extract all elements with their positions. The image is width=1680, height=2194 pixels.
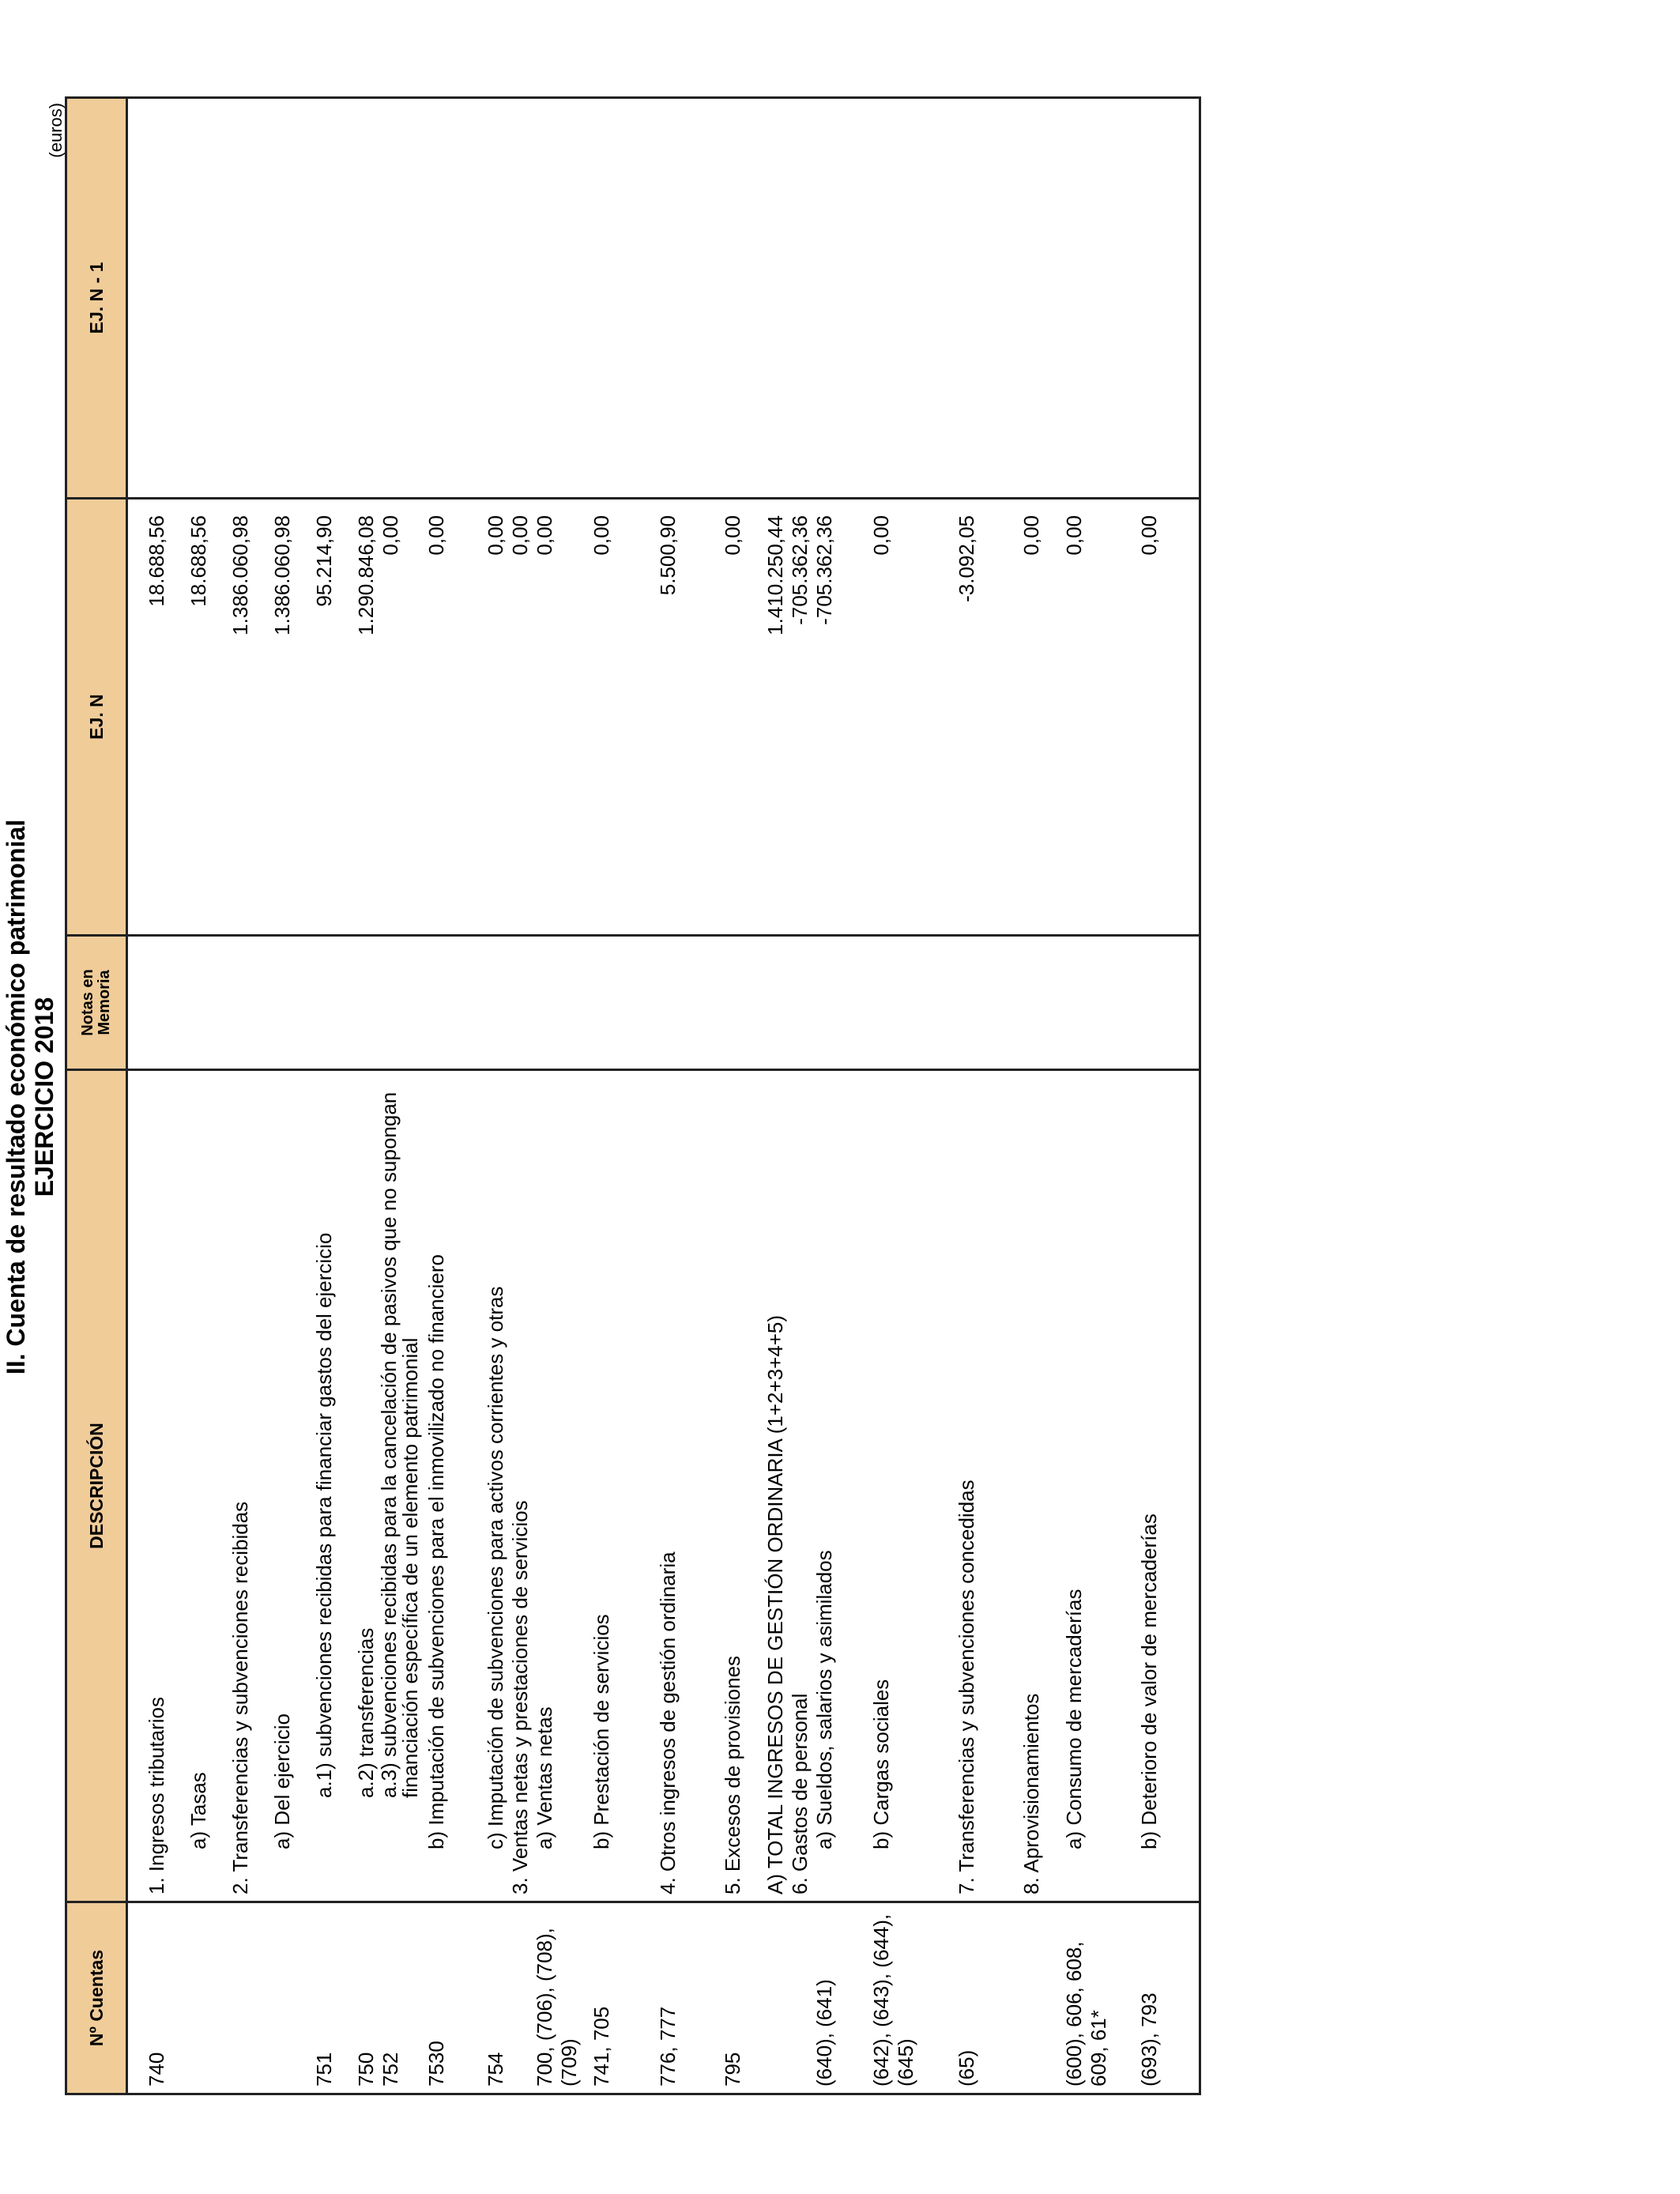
cell-ej-n: 0,00 [721,499,763,936]
cell-ej-n-1 [253,98,295,499]
cell-descripcion: c) Imputación de subvenciones para activos corrientes y otras [466,1070,508,1902]
table-row [211,98,253,2094]
cell-cuentas: (600), 606, 608, 609, 61* [1062,1902,1137,2094]
cell-descripcion: a) Del ejercicio [253,1070,295,1902]
cell-cuentas [211,1902,253,2094]
cell-ej-n-1 [869,98,955,499]
header-ej-n-1: EJ. N - 1 [66,98,127,499]
cell-descripcion: b) Cargas sociales [869,1070,955,1902]
cell-cuentas: 741, 705 [590,1902,656,2094]
cell-cuentas: 740 [127,1902,169,2094]
cell-ej-n-1 [295,98,337,499]
cell-cuentas: 750 [337,1902,379,2094]
cell-ej-n: 0,00 [869,499,955,936]
table-row [1062,98,1137,2094]
header-cuentas: Nº Cuentas [66,1902,127,2094]
cell-ej-n-1 [424,98,466,499]
cell-notas [337,936,379,1070]
cell-notas [169,936,211,1070]
cell-ej-n-1 [763,98,788,499]
table-header-row [66,98,127,2094]
table-row [656,98,721,2094]
cell-ej-n-1 [788,98,812,499]
cell-ej-n: -705.362,36 [812,499,869,936]
table-row [1137,98,1200,2094]
cell-descripcion: 3. Ventas netas y prestaciones de servicios [508,1070,533,1902]
cell-cuentas: 7530 [424,1902,466,2094]
cell-ej-n-1 [656,98,721,499]
cell-ej-n-1 [211,98,253,499]
cell-cuentas: 752 [379,1902,424,2094]
currency-unit: (euros) [46,103,66,158]
table-row [379,98,424,2094]
cell-ej-n: 0,00 [466,499,508,936]
cell-descripcion: 1. Ingresos tributarios [127,1070,169,1902]
cell-notas [424,936,466,1070]
cell-ej-n-1 [466,98,508,499]
cell-cuentas [1019,1902,1062,2094]
cell-ej-n-1 [533,98,590,499]
table-row [1019,98,1062,2094]
cell-ej-n: 0,00 [379,499,424,936]
cell-notas [955,936,1019,1070]
cell-ej-n: 0,00 [508,499,533,936]
cell-ej-n: 0,00 [424,499,466,936]
cell-ej-n: -3.092,05 [955,499,1019,936]
cell-ej-n-1 [379,98,424,499]
cell-ej-n: 0,00 [533,499,590,936]
cell-descripcion: 4. Otros ingresos de gestión ordinaria [656,1070,721,1902]
cell-cuentas: 776, 777 [656,1902,721,2094]
cell-notas [1062,936,1137,1070]
cell-descripcion: 8. Aprovisionamientos [1019,1070,1062,1902]
header-ej-n: EJ. N [66,499,127,936]
table-row [955,98,1019,2094]
cell-descripcion: 7. Transferencias y subvenciones concedidas [955,1070,1019,1902]
cell-notas [788,936,812,1070]
cell-cuentas: 795 [721,1902,763,2094]
cell-ej-n-1 [812,98,869,499]
table-row [533,98,590,2094]
cell-cuentas: (693), 793 [1137,1902,1200,2094]
cell-cuentas [763,1902,788,2094]
cell-descripcion: 6. Gastos de personal [788,1070,812,1902]
results-table [65,96,1201,2095]
cell-ej-n: 0,00 [590,499,656,936]
table-row [508,98,533,2094]
page-subtitle: EJERCICIO 2018 [30,997,58,1197]
table-row [590,98,656,2094]
cell-ej-n-1 [1062,98,1137,499]
cell-cuentas: (642), (643), (644), (645) [869,1902,955,2094]
cell-descripcion: b) Deterioro de valor de mercaderías [1137,1070,1200,1902]
cell-notas [869,936,955,1070]
cell-cuentas [788,1902,812,2094]
cell-cuentas: 754 [466,1902,508,2094]
cell-ej-n-1 [337,98,379,499]
cell-cuentas [508,1902,533,2094]
cell-ej-n-1 [1137,98,1200,499]
table-row [466,98,508,2094]
cell-ej-n: 18.688,56 [127,499,169,936]
header-descripcion: DESCRIPCIÓN [66,1070,127,1902]
cell-cuentas: 700, (706), (708), (709) [533,1902,590,2094]
cell-notas [253,936,295,1070]
cell-descripcion: a) Tasas [169,1070,211,1902]
cell-cuentas: (65) [955,1902,1019,2094]
header-notas: Notas en Memoria [66,936,127,1070]
cell-cuentas [169,1902,211,2094]
cell-ej-n: 0,00 [1019,499,1062,936]
cell-ej-n: 0,00 [1062,499,1137,936]
cell-notas [812,936,869,1070]
cell-notas [127,936,169,1070]
table-row [424,98,466,2094]
cell-ej-n: 1.386.060,98 [253,499,295,936]
table-row [788,98,812,2094]
table-row [169,98,211,2094]
cell-ej-n-1 [590,98,656,499]
cell-ej-n: 1.290.846,08 [337,499,379,936]
cell-notas [763,936,788,1070]
cell-ej-n-1 [721,98,763,499]
cell-notas [508,936,533,1070]
table-row [253,98,295,2094]
cell-notas [295,936,337,1070]
table-row [869,98,955,2094]
cell-ej-n-1 [169,98,211,499]
cell-ej-n: 1.410.250,44 [763,499,788,936]
cell-cuentas: 751 [295,1902,337,2094]
cell-descripcion: a) Consumo de mercaderías [1062,1070,1137,1902]
cell-notas [1019,936,1062,1070]
cell-descripcion: b) Prestación de servicios [590,1070,656,1902]
cell-ej-n: 18.688,56 [169,499,211,936]
cell-descripcion: a.2) transferencias [337,1070,379,1902]
cell-ej-n-1 [127,98,169,499]
table-row [812,98,869,2094]
cell-notas [211,936,253,1070]
cell-descripcion: a.1) subvenciones recibidas para financiar gastos del ejercicio [295,1070,337,1902]
cell-notas [721,936,763,1070]
cell-ej-n: 5.500,90 [656,499,721,936]
cell-notas [656,936,721,1070]
cell-ej-n-1 [508,98,533,499]
table-row [721,98,763,2094]
cell-ej-n: 0,00 [1137,499,1200,936]
cell-descripcion: a.3) subvenciones recibidas para la cancelación de pasivos que no supongan financiación específica de un elemento patrimonial [379,1070,424,1902]
table-row [763,98,788,2094]
cell-notas [1137,936,1200,1070]
cell-notas [533,936,590,1070]
table-row [127,98,169,2094]
cell-ej-n: 95.214,90 [295,499,337,936]
cell-descripcion: 5. Excesos de provisiones [721,1070,763,1902]
cell-ej-n-1 [955,98,1019,499]
cell-descripcion: a) Sueldos, salarios y asimilados [812,1070,869,1902]
cell-ej-n-1 [1019,98,1062,499]
cell-ej-n: 1.386.060,98 [211,499,253,936]
cell-ej-n: -705.362,36 [788,499,812,936]
cell-notas [379,936,424,1070]
cell-cuentas: (640), (641) [812,1902,869,2094]
table-row [295,98,337,2094]
cell-descripcion: 2. Transferencias y subvenciones recibidas [211,1070,253,1902]
cell-cuentas [253,1902,295,2094]
cell-descripcion: a) Ventas netas [533,1070,590,1902]
cell-descripcion: A) TOTAL INGRESOS DE GESTIÓN ORDINARIA (1+2+3+4+5) [763,1070,788,1902]
table-row [337,98,379,2094]
page-title: II. Cuenta de resultado económico patrimonial [2,819,30,1375]
cell-notas [466,936,508,1070]
cell-notas [590,936,656,1070]
cell-descripcion: b) Imputación de subvenciones para el inmovilizado no financiero [424,1070,466,1902]
